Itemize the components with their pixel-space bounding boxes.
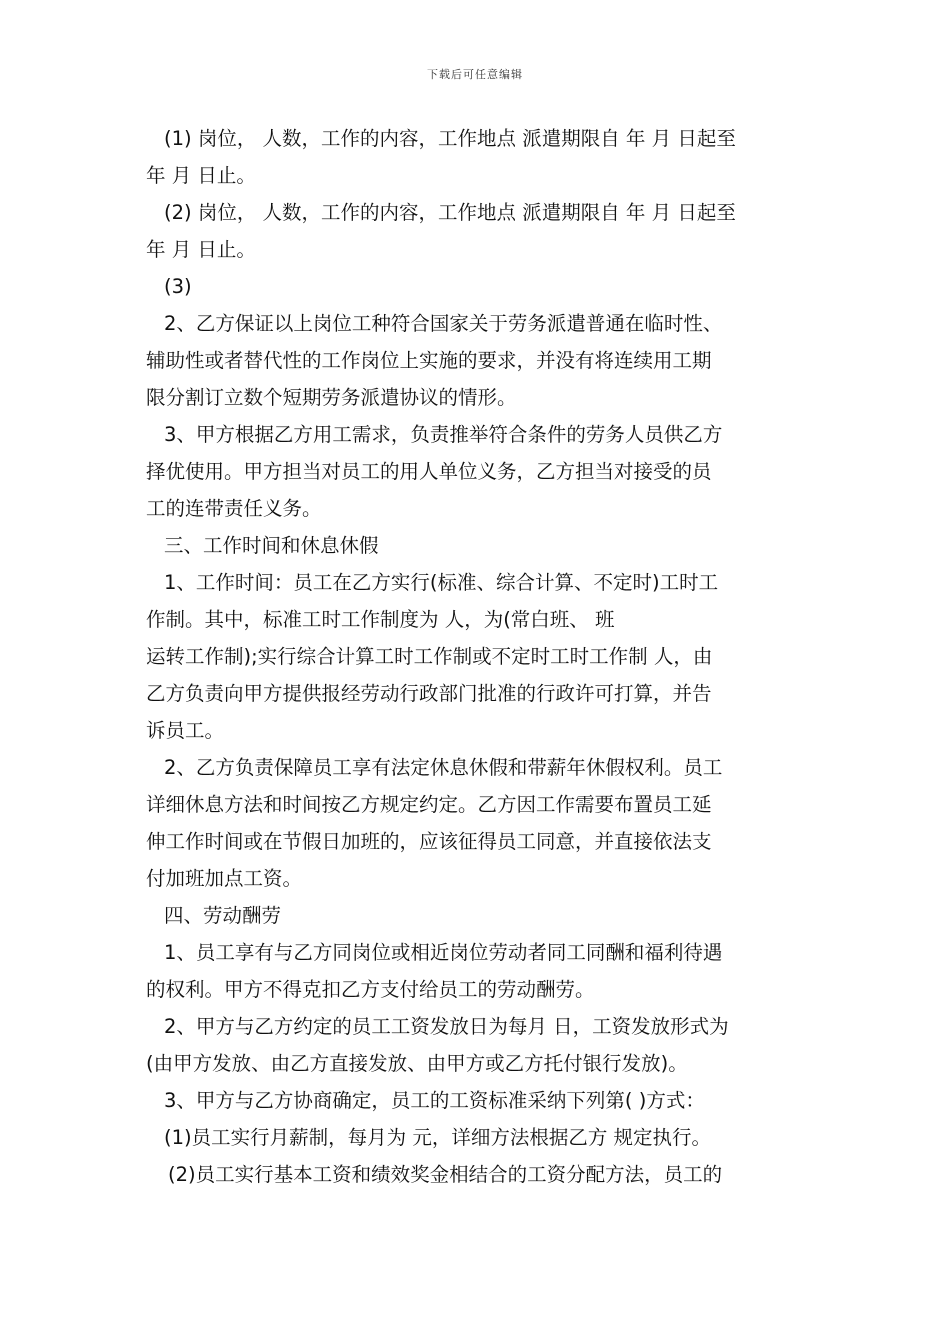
text-line: 年 月 日止。 (146, 238, 256, 261)
text-line: 运转工作制);实行综合计算工时工作制或不定时工时工作制 人，由 (146, 645, 713, 668)
text-line: 付加班加点工资。 (146, 867, 303, 890)
text-line: 乙方负责向甲方提供报经劳动行政部门批准的行政许可打算，并告 (146, 682, 712, 705)
text-line: 1、员工享有与乙方同岗位或相近岗位劳动者同工同酬和福利待遇 (164, 941, 723, 964)
page-header-note: 下载后可任意编辑 (427, 68, 523, 81)
text-line: 的权利。甲方不得克扣乙方支付给员工的劳动酬劳。 (146, 978, 595, 1001)
text-line: (1)员工实行月薪制，每月为 元，详细方法根据乙方 规定执行。 (164, 1126, 712, 1149)
text-line: (由甲方发放、由乙方直接发放、由甲方或乙方托付银行发放)。 (146, 1052, 688, 1075)
text-line: (3) (164, 275, 192, 298)
text-line: 2、乙方负责保障员工享有法定休息休假和带薪年休假权利。员工 (164, 756, 723, 779)
text-line: 伸工作时间或在节假日加班的，应该征得员工同意，并直接依法支 (146, 830, 712, 853)
text-line: 详细休息方法和时间按乙方规定约定。乙方因工作需要布置员工延 (146, 793, 712, 816)
text-line: 年 月 日止。 (146, 164, 256, 187)
text-line: (2) 岗位， 人数，工作的内容，工作地点 派遣期限自 年 月 日起至 (164, 201, 736, 224)
text-line: 诉员工。 (146, 719, 225, 742)
section-heading: 三、工作时间和休息休假 (164, 534, 379, 557)
text-line: 2、乙方保证以上岗位工种符合国家关于劳务派遣普通在临时性、 (164, 312, 723, 335)
text-line: (2)员工实行基本工资和绩效奖金相结合的工资分配方法，员工的 (168, 1163, 723, 1186)
text-line: 辅助性或者替代性的工作岗位上实施的要求，并没有将连续用工期 (146, 349, 712, 372)
text-line: 作制。其中，标准工时工作制度为 人，为(常白班、 班 (146, 608, 615, 631)
section-heading: 四、劳动酬劳 (164, 904, 282, 927)
text-line: 择优使用。甲方担当对员工的用人单位义务，乙方担当对接受的员 (146, 460, 712, 483)
text-line: 2、甲方与乙方约定的员工工资发放日为每月 日，工资发放形式为 (164, 1015, 729, 1038)
text-line: 限分割订立数个短期劳务派遣协议的情形。 (146, 386, 517, 409)
text-line: 工的连带责任义务。 (146, 497, 322, 520)
text-line: 3、甲方与乙方协商确定，员工的工资标准采纳下列第( )方式： (164, 1089, 705, 1112)
text-line: (1) 岗位， 人数，工作的内容，工作地点 派遣期限自 年 月 日起至 (164, 127, 736, 150)
document-body (146, 120, 810, 1193)
text-line: 3、甲方根据乙方用工需求，负责推举符合条件的劳务人员供乙方 (164, 423, 723, 446)
text-line: 1、工作时间：员工在乙方实行(标准、综合计算、不定时)工时工 (164, 571, 719, 594)
